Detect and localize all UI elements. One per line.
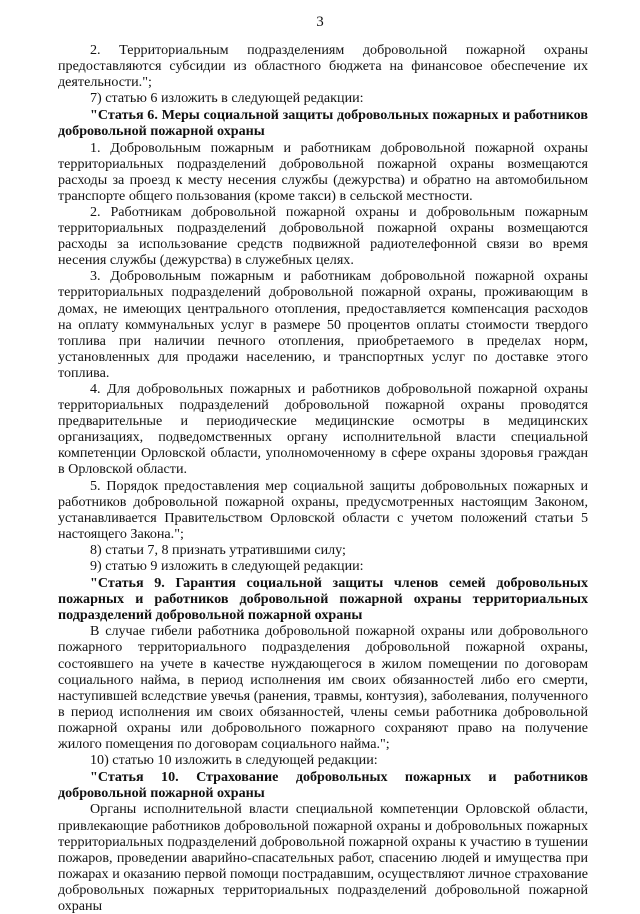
paragraph: Органы исполнительной власти специальной компетенции Орловской области, привлекающие работников добровольной пожарной охраны и добровольных пожарных территориальных подразделений добровольной пожарной охраны к участию в тушении пожаров, проведении аварийно-спасательных работ, спасению людей и имущества при пожарах и оказанию первой помощи пострадавшим, осуществляют личное страхование добровольных пожарных территориальных подразделений добровольной пожарной охраны [58, 801, 588, 914]
paragraph: 10) статью 10 изложить в следующей редакции: [90, 752, 378, 769]
paragraph: 7) статью 6 изложить в следующей редакции: [90, 90, 364, 107]
page-number: 3 [316, 14, 324, 30]
paragraph: 3. Добровольным пожарным и работникам добровольной пожарной охраны территориальных подразделений добровольной пожарной охраны, проживающим в домах, не имеющих центрального отопления, предоставляется компенсация расходов на оплату коммунальных услуг в размере 50 процентов оплаты стоимости твердого топлива при наличии печного отопления, приобретаемого в пределах норм, установленных для продажи населению, и транспортных услуг по доставке этого топлива. [58, 268, 588, 381]
paragraph: 9) статью 9 изложить в следующей редакции: [90, 558, 364, 574]
document-body [58, 42, 588, 914]
paragraph: 8) статьи 7, 8 признать утратившими силу; [90, 541, 346, 558]
paragraph: 2. Работникам добровольной пожарной охраны и добровольным пожарным территориальных подразделений добровольной пожарной охраны возмещаются расходы за использование средств подвижной радиотелефонной связи во время несения службы (дежурства) в служебных целях. [58, 203, 588, 269]
paragraph: 5. Порядок предоставления мер социальной защиты добровольных пожарных и работников добровольной пожарной охраны, предусмотренных настоящим Законом, устанавливается Правительством Орловской области с учетом положений статьи 5 настоящего Закона."; [58, 477, 588, 542]
article-heading: "Статья 6. Меры социальной защиты добровольных пожарных и работников добровольной пожарной охраны [58, 107, 588, 140]
article-heading: "Статья 9. Гарантия социальной защиты членов семей добровольных пожарных и работников добровольной пожарной охраны территориальных подразделений добровольной пожарной охраны [58, 575, 588, 624]
paragraph: 1. Добровольным пожарным и работникам добровольной пожарной охраны территориальных подразделений добровольной пожарной охраны возмещаются расходы за проезд к месту несения службы (дежурства) и обратно на автомобильном транспорте общего пользования (кроме такси) в сельской местности. [58, 139, 588, 204]
article-heading: "Статья 10. Страхование добровольных пожарных и работников добровольной пожарной охраны [58, 769, 588, 802]
paragraph: 2. Территориальным подразделениям добровольной пожарной охраны предоставляются субсидии из областного бюджета на финансовое обеспечение их деятельности."; [58, 42, 588, 91]
paragraph: В случае гибели работника добровольной пожарной охраны или добровольного пожарного территориального подразделения добровольной пожарной охраны, состоявшего на учете в качестве нуждающегося в жилом помещении по договорам социального найма, в период исполнения им своих обязанностей либо его смерти, наступившей вследствие увечья (ранения, травмы, контузия), заболевания, полученного в период исполнения им своих обязанностей, члены семьи работника добровольной пожарной охраны или добровольного пожарного сохраняют право на получение жилого помещения по договорам социального найма."; [58, 623, 588, 753]
paragraph: 4. Для добровольных пожарных и работников добровольной пожарной охраны территориальных подразделений добровольной пожарной охраны проводятся предварительные и периодические медицинские осмотры в медицинских организациях, подведомственных органу исполнительной власти специальной компетенции Орловской области, уполномоченному в сфере охраны здоровья граждан в Орловской области. [58, 380, 588, 478]
